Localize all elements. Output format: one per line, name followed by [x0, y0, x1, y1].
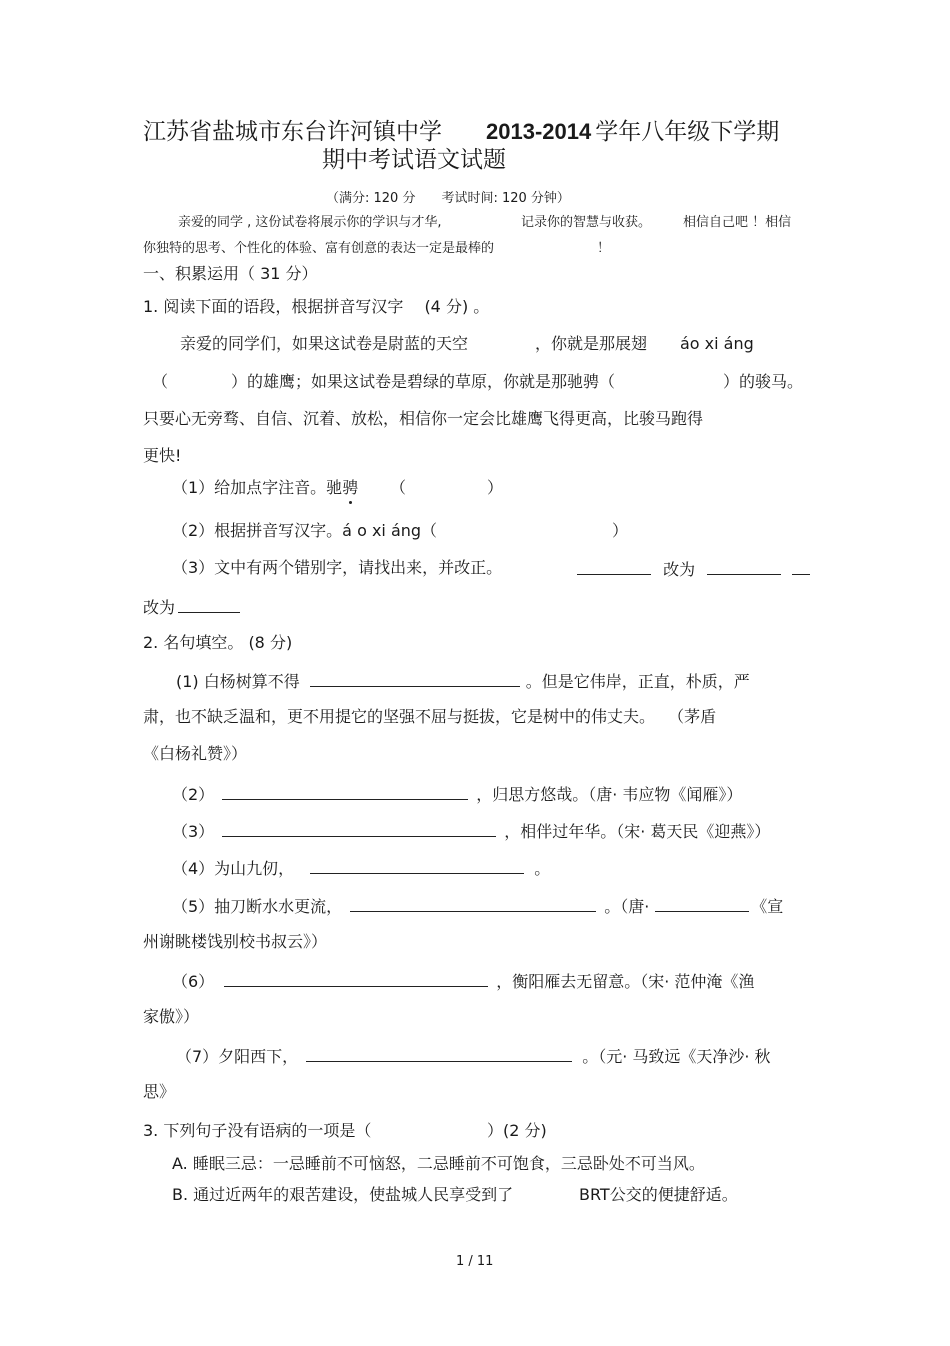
q2-item-1 [176, 670, 750, 692]
dotted-char: 骋 [342, 478, 359, 497]
q2-item-2-num: （2） [172, 785, 215, 804]
intro-line-2b: ！ [597, 241, 611, 256]
q1-para-2b: ）的雄鹰；如果这试卷是碧绿的草原，你就是那驰骋（ [231, 372, 616, 391]
q2-item-5-src: 。（唐· [604, 897, 650, 916]
q2-item-2 [172, 783, 742, 805]
q2-item-7-line-2: 思》 [143, 1082, 176, 1101]
q2-item-1-line-3: 《白杨礼赞》） [143, 744, 248, 763]
answer-blank[interactable] [350, 895, 596, 912]
q2-item-5-text: （5）抽刀断水水更流， [172, 897, 343, 916]
answer-blank[interactable] [306, 1045, 572, 1062]
q2-item-4 [172, 857, 550, 879]
q2-item-6 [172, 970, 754, 992]
q1-para-4: 更快! [143, 446, 182, 465]
q1-sub-1-text: （1）给加点字注音。驰 [172, 478, 343, 497]
answer-blank[interactable] [222, 783, 468, 800]
q1-sub-1-open: （ [390, 478, 407, 497]
q2-item-4-text: （4）为山九仞， [172, 859, 295, 878]
q2-item-2-rest: ，归思方悠哉。（唐· 韦应物《闻雁》） [476, 785, 743, 804]
title-line-1 [143, 118, 779, 146]
q1-para-3: 只要心无旁骛、自信、沉着、放松，相信你一定会比雄鹰飞得更高，比骏马跑得 [143, 409, 704, 428]
q2-item-4-end: 。 [534, 859, 551, 878]
q2-item-6-rest: ，衡阳雁去无留意。（宋· 范仲淹《渔 [496, 972, 755, 991]
answer-blank[interactable] [222, 820, 496, 837]
q1-para-1a: 亲爱的同学们，如果这试卷是尉蓝的天空 [180, 334, 469, 353]
q1-heading: 1. 阅读下面的语段，根据拼音写汉字 (4 分) 。 [143, 297, 490, 316]
q2-item-7-rest: 。（元· 马致远《天净沙· 秋 [582, 1047, 771, 1066]
intro-line-1c: 相信自己吧 ！相信 [683, 215, 792, 230]
q2-item-6-num: （6） [172, 972, 215, 991]
q3-option-a: A. 睡眠三忌：一忌睡前不可恼怒，二忌睡前不可饱食，三忌卧处不可当风。 [172, 1154, 705, 1173]
q1-sub-2: （2）根据拼音写汉字。á o xi áng（ [172, 521, 438, 540]
answer-blank[interactable] [792, 558, 810, 575]
q1-sub-3: （3）文中有两个错别字，请找出来，并改正。 [172, 558, 503, 577]
q3-option-b: B. 通过近两年的艰苦建设，使盐城人民享受到了 [172, 1185, 514, 1204]
page-number: 1 / 11 [456, 1254, 494, 1269]
intro-line-2a: 你独特的思考、个性化的体验、富有创意的表达一定是最棒的 [143, 241, 495, 256]
q3-option-b-rest: BRT公交的便捷舒适。 [579, 1185, 738, 1204]
q1-sub-3-answer [574, 558, 813, 580]
answer-blank[interactable] [577, 558, 651, 575]
q2-item-5 [172, 895, 783, 917]
q1-para-1b: ，你就是那展翅 [535, 334, 648, 353]
q2-item-3 [172, 820, 770, 842]
q1-sub-3-change-2: 改为 [143, 598, 176, 617]
q1-pinyin: áo xi áng [680, 334, 754, 353]
q1-sub-2-close: ） [612, 521, 629, 540]
q2-item-1-text: (1) 白杨树算不得 [176, 672, 300, 691]
answer-blank[interactable] [707, 558, 781, 575]
q1-sub-1 [172, 478, 358, 498]
intro-line-1b: 记录你的智慧与收获。 [521, 215, 652, 230]
exam-meta: （满分: 120 分 考试时间: 120 分钟） [326, 191, 570, 206]
answer-blank[interactable] [310, 857, 524, 874]
q1-para-2a: （ [152, 372, 169, 391]
title-term: 学年八年级下学期 [595, 119, 780, 145]
answer-blank[interactable] [178, 596, 240, 613]
q2-item-3-num: （3） [172, 822, 215, 841]
title-school: 江苏省盐城市东台许河镇中学 [143, 119, 442, 145]
title-line-2: 期中考试语文试题 [322, 147, 506, 173]
intro-line-1a: 亲爱的同学 , 这份试卷将展示你的学识与才华, [178, 215, 442, 230]
answer-blank[interactable] [224, 970, 488, 987]
section-heading-1: 一、积累运用（ 31 分） [143, 264, 318, 283]
q2-item-3-rest: ，相伴过年华。（宋· 葛天民《迎燕》） [504, 822, 771, 841]
q2-item-1-rest: 。但是它伟岸，正直，朴质，严 [525, 672, 750, 691]
q2-item-5-line-2: 州谢眺楼饯别校书叔云》） [143, 932, 328, 951]
q1-sub-1-close: ） [487, 478, 504, 497]
q1-para-2c: ）的骏马。 [723, 372, 804, 391]
q1-sub-3-line-2 [143, 596, 243, 618]
q2-heading: 2. 名句填空。 (8 分) [143, 633, 293, 652]
q2-item-1-line-2: 肃，也不缺乏温和，更不用提它的坚强不屈与挺拔，它是树中的伟丈夫。 （茅盾 [143, 707, 717, 726]
q3-heading-score: ）(2 分) [487, 1121, 547, 1140]
title-year: 2013-2014 [486, 119, 592, 144]
answer-blank[interactable] [655, 895, 749, 912]
q2-item-7-text: （7）夕阳西下， [176, 1047, 299, 1066]
q2-item-5-title: 《宣 [751, 897, 784, 916]
q2-item-6-line-2: 家傲》） [143, 1007, 200, 1026]
q1-sub-3-change: 改为 [663, 560, 696, 579]
q2-item-7 [176, 1045, 771, 1067]
answer-blank[interactable] [310, 670, 520, 687]
q3-heading: 3. 下列句子没有语病的一项是（ [143, 1121, 372, 1140]
